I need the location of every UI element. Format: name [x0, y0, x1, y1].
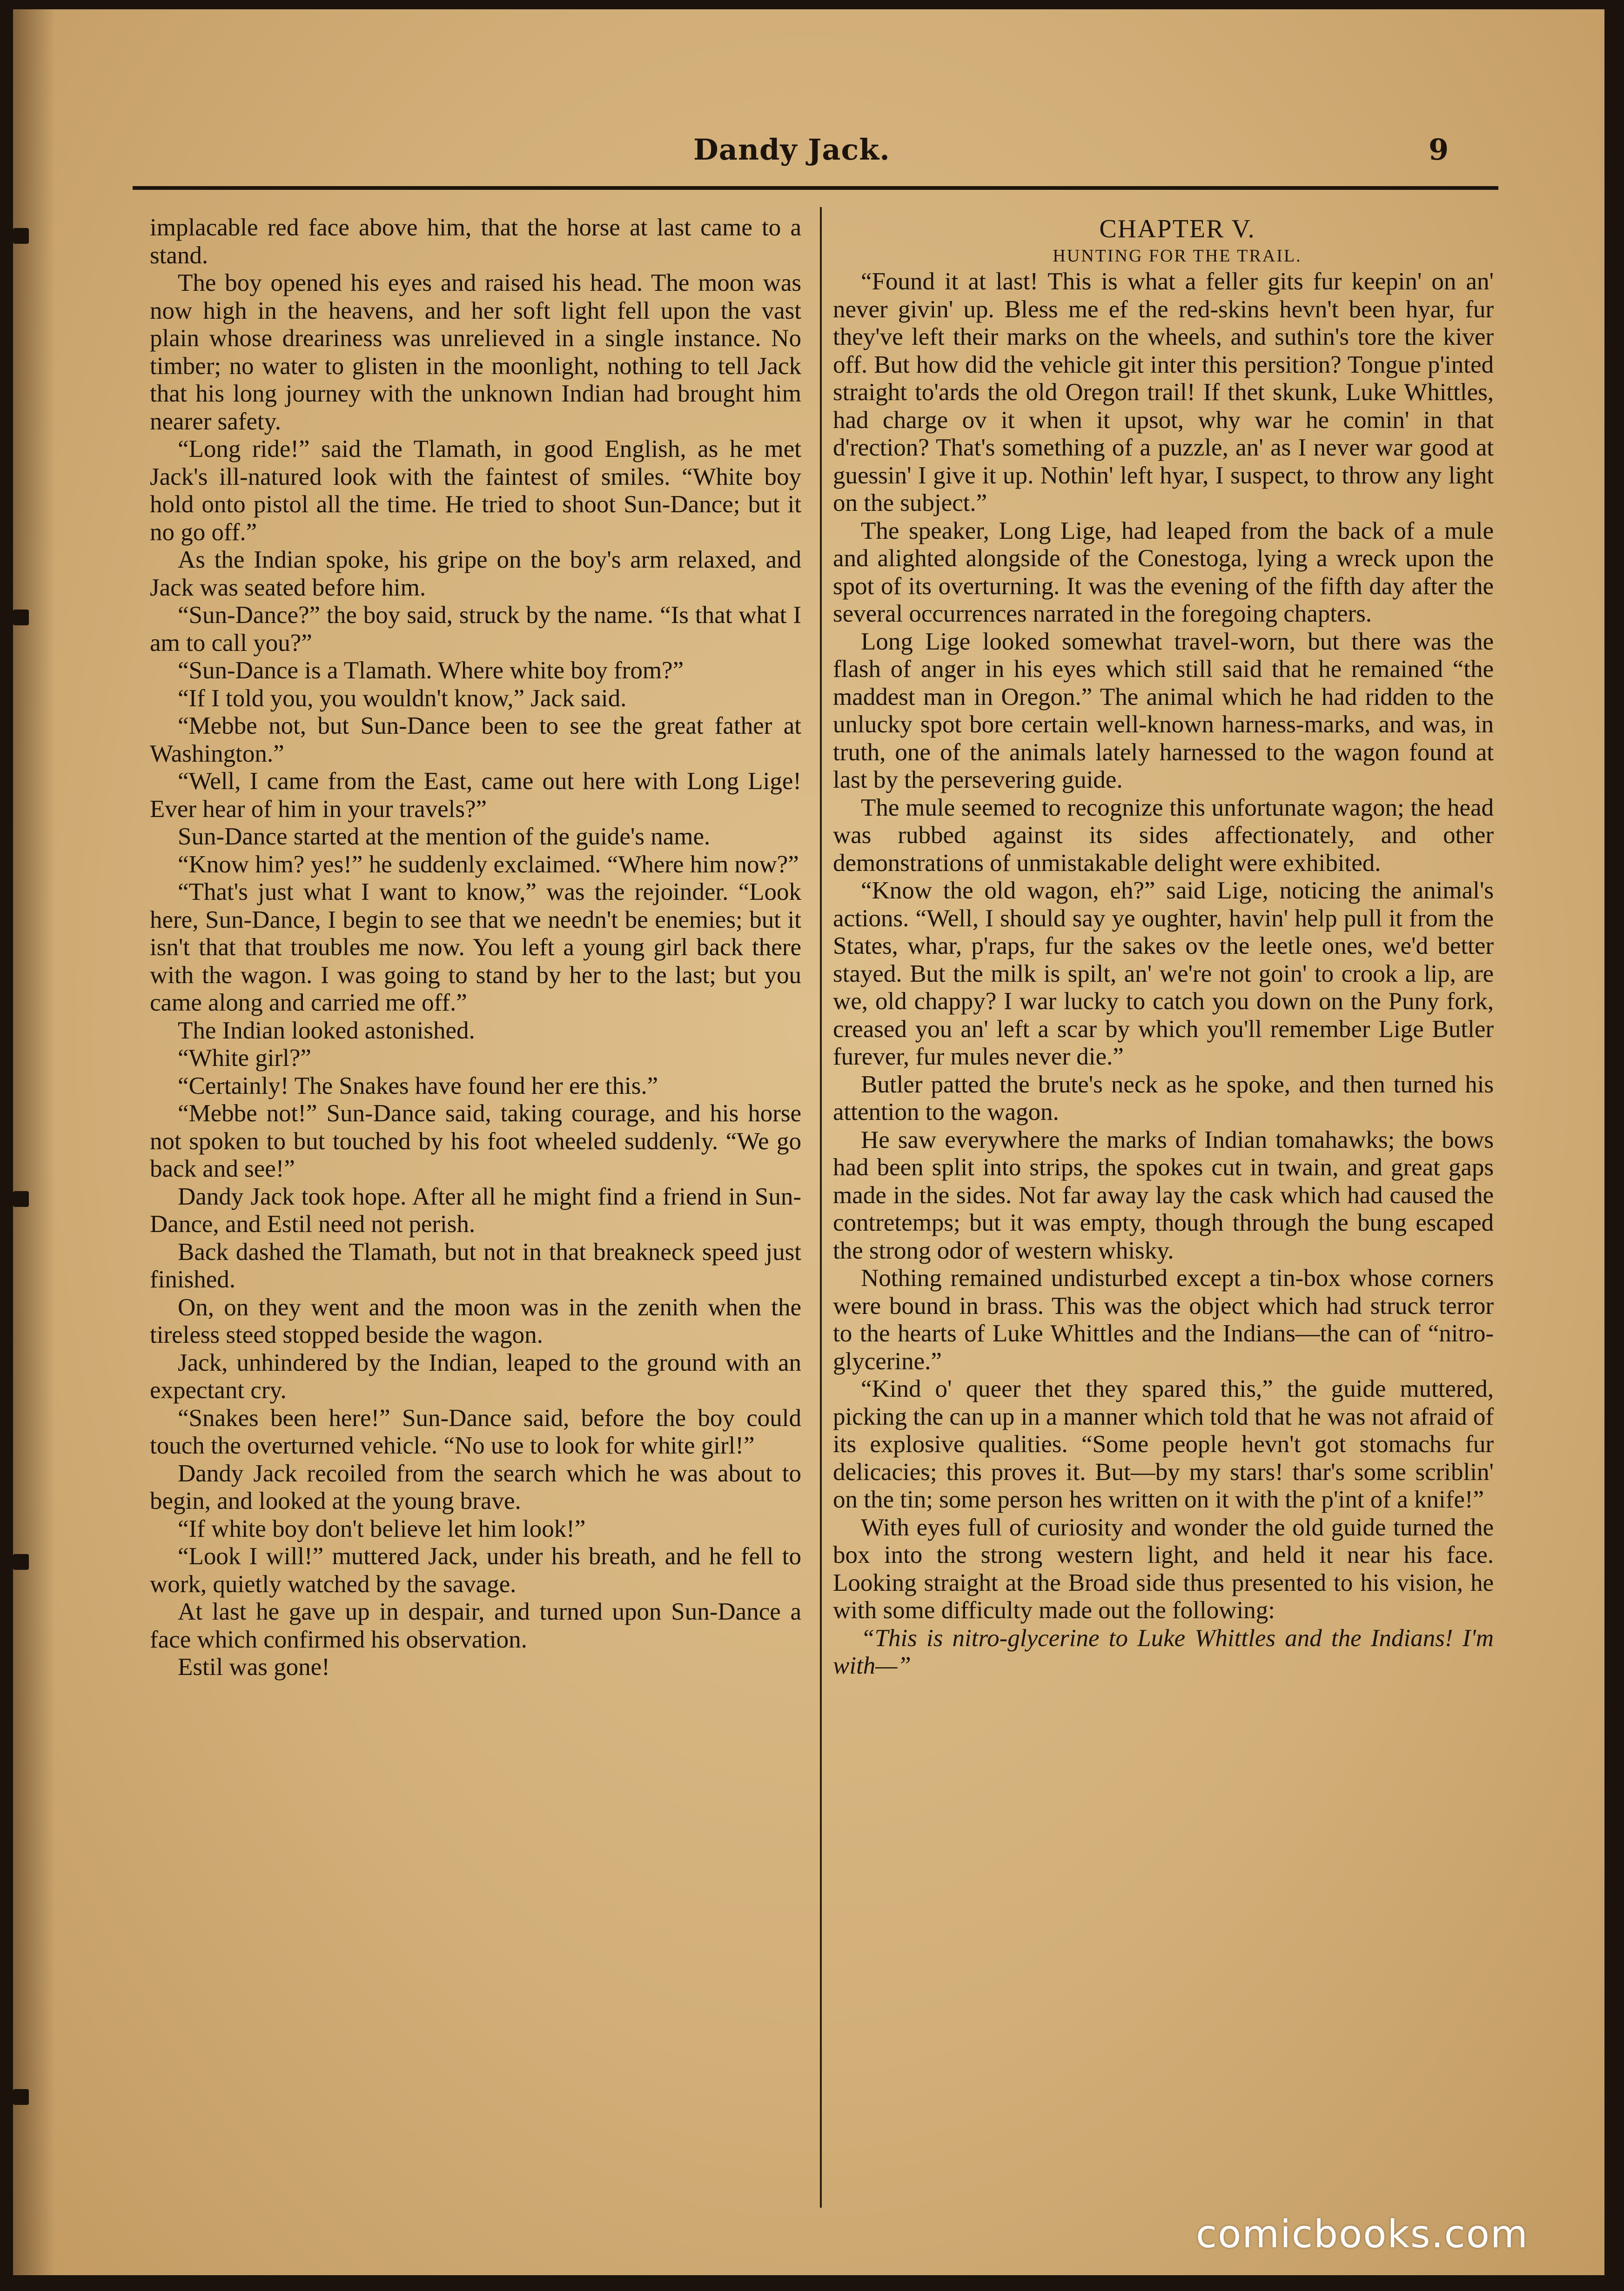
right-column — [833, 214, 1494, 1680]
paragraph: Jack, unhindered by the Indian, leaped to the ground with an expectant cry. — [150, 1349, 801, 1404]
inscription-quote: “This is nitro-glycerine to Luke Whittles and the Indians! I'm with—” — [833, 1624, 1494, 1679]
paragraph: “Long ride!” said the Tlamath, in good English, as he met Jack's ill-natured look with the faintest of smiles. “White boy hold onto pistol all the time. He tried to shoot Sun-Dance; but it no go off.” — [150, 435, 801, 546]
site-watermark: comicbooks.com — [1196, 2212, 1529, 2257]
chapter-subtitle: HUNTING FOR THE TRAIL. — [1053, 246, 1302, 266]
gutter-shadow — [13, 9, 55, 2275]
paragraph: “Know the old wagon, eh?” said Lige, noticing the animal's actions. “Well, I should say ye oughter, havin' help pull it from the States, whar, p'raps, fur the sakes ov the leetle ones, we'd better stayed. But the milk is spilt, an' we're not goin' to crook a lip, are we, old chappy? I war lucky to catch you down on the Puny fork, creased you an' left a scar by which you'll remember Lige Butler furever, fur mules never die.” — [833, 877, 1494, 1070]
paragraph: Dandy Jack took hope. After all he might find a friend in Sun-Dance, and Estil need not perish. — [150, 1183, 801, 1238]
binding-hole — [13, 1554, 29, 1570]
paragraph: Estil was gone! — [178, 1654, 330, 1681]
paragraph: “Certainly! The Snakes have found her ere this.” — [178, 1072, 658, 1099]
paragraph: “Sun-Dance?” the boy said, struck by the name. “Is that what I am to call you?” — [150, 602, 801, 656]
paragraph: Long Lige looked somewhat travel-worn, but there was the flash of anger in his eyes which still said that he remained “the maddest man in Oregon.” The animal which he had ridden to the unlucky spot bore certain well-known harness-marks, and was, in truth, one of the animals lately harnessed to the wagon found at last by the persevering guide. — [833, 628, 1494, 793]
paragraph: “If white boy don't believe let him look!” — [178, 1515, 586, 1542]
paragraph: “Know him? yes!” he suddenly exclaimed. “Where him now?” — [178, 851, 799, 878]
paragraph: “White girl?” — [178, 1045, 311, 1072]
binding-hole — [13, 228, 29, 244]
paragraph: “Found it at last! This is what a feller gits fur keepin' on an' never givin' up. Bless me ef the red-skins hevn't been hyar, fur they've left their marks on the wheels, and suthin's tore the kiver off. But how did the vehicle git inter this persition? Tongue p'inted straight to'ards the old Oregon trail! If thet skunk, Luke Whittles, had charge ov it when it upsot, why war he comin' in that d'rection? That's something of a puzzle, an' as I never war good at guessin' I give it up. Nothin' left hyar, I suspect, to throw any light on the subject.” — [833, 268, 1494, 516]
column-divider — [820, 207, 822, 2208]
paragraph: The Indian looked astonished. — [178, 1017, 475, 1044]
paragraph: implacable red face above him, that the horse at last came to a stand. — [150, 214, 801, 269]
paragraph: At last he gave up in despair, and turned upon Sun-Dance a face which confirmed his observation. — [150, 1598, 801, 1653]
paragraph: On, on they went and the moon was in the zenith when the tireless steed stopped beside the wagon. — [150, 1293, 801, 1348]
paragraph: The boy opened his eyes and raised his head. The moon was now high in the heavens, and her soft light fell upon the vast plain whose dreariness was unrelieved in a single instance. No timber; no water to glisten in the moonlight, nothing to tell Jack that his long journey with the unknown Indian had brought him nearer safety. — [150, 269, 801, 435]
paragraph: Dandy Jack recoiled from the search which he was about to begin, and looked at the young brave. — [150, 1460, 801, 1514]
paragraph: “Snakes been here!” Sun-Dance said, before the boy could touch the overturned vehicle. “No use to look for white girl!” — [150, 1404, 801, 1459]
page-number: 9 — [1429, 133, 1449, 167]
binding-hole — [13, 2089, 29, 2105]
binding-hole — [13, 610, 29, 625]
paragraph: “Well, I came from the East, came out here with Long Lige! Ever hear of him in your travels?” — [150, 768, 801, 823]
paragraph: With eyes full of curiosity and wonder the old guide turned the box into the strong western light, and held it near his face. Looking straight at the Broad side thus presented to his vision, he with some difficulty made out the following: — [833, 1514, 1494, 1624]
chapter-heading: CHAPTER V. — [1099, 214, 1255, 243]
left-column — [150, 214, 801, 1681]
paragraph: “Mebbe not, but Sun-Dance been to see the great father at Washington.” — [150, 712, 801, 767]
header-rule — [133, 186, 1498, 190]
paragraph: “Kind o' queer thet they spared this,” the guide muttered, picking the can up in a manner which told that he was not afraid of its explosive qualities. “Some people hevn't got stomachs fur delicacies; this proves it. But—by my stars! thar's some scriblin' on the tin; some person hes written on it with the p'int of a knife!” — [833, 1375, 1494, 1513]
paragraph: The mule seemed to recognize this unfortunate wagon; the head was rubbed against its sides affectionately, and other demonstrations of unmistakable delight were exhibited. — [833, 794, 1494, 877]
paragraph: The speaker, Long Lige, had leaped from the back of a mule and alighted alongside of the Conestoga, lying a wreck upon the spot of its overturning. It was the evening of the fifth day after the several occurrences narrated in the foregoing chapters. — [833, 517, 1494, 627]
binding-hole — [13, 1191, 29, 1207]
paragraph: Back dashed the Tlamath, but not in that breakneck speed just finished. — [150, 1238, 801, 1293]
running-head-title: Dandy Jack. — [693, 133, 890, 167]
paragraph: “That's just what I want to know,” was the rejoinder. “Look here, Sun-Dance, I begin to see that we needn't be enemies; but it isn't that that troubles me now. You left a young girl back there with the wagon. I was going to stand by her to the last; but you came along and carried me off.” — [150, 878, 801, 1016]
paragraph: “Look I will!” muttered Jack, under his breath, and he fell to work, quietly watched by the savage. — [150, 1543, 801, 1598]
paragraph: He saw everywhere the marks of Indian tomahawks; the bows had been split into strips, the spokes cut in twain, and great gaps made in the sides. Not far away lay the cask which had caused the contretemps; but it was empty, though through the bung escaped the strong odor of western whisky. — [833, 1126, 1494, 1264]
paragraph: Nothing remained undisturbed except a tin-box whose corners were bound in brass. This was the object which had struck terror to the hearts of Luke Whittles and the Indians—the can of “nitro-glycerine.” — [833, 1265, 1494, 1375]
paragraph: “If I told you, you wouldn't know,” Jack said. — [178, 684, 627, 712]
paragraph: Sun-Dance started at the mention of the guide's name. — [178, 823, 711, 850]
paragraph: Butler patted the brute's neck as he spoke, and then turned his attention to the wagon. — [833, 1071, 1494, 1125]
paragraph: As the Indian spoke, his gripe on the boy's arm relaxed, and Jack was seated before him. — [150, 546, 801, 601]
paragraph: “Sun-Dance is a Tlamath. Where white boy from?” — [178, 657, 684, 684]
paragraph: “Mebbe not!” Sun-Dance said, taking courage, and his horse not spoken to but touched by his foot wheeled suddenly. “We go back and see!” — [150, 1100, 801, 1182]
